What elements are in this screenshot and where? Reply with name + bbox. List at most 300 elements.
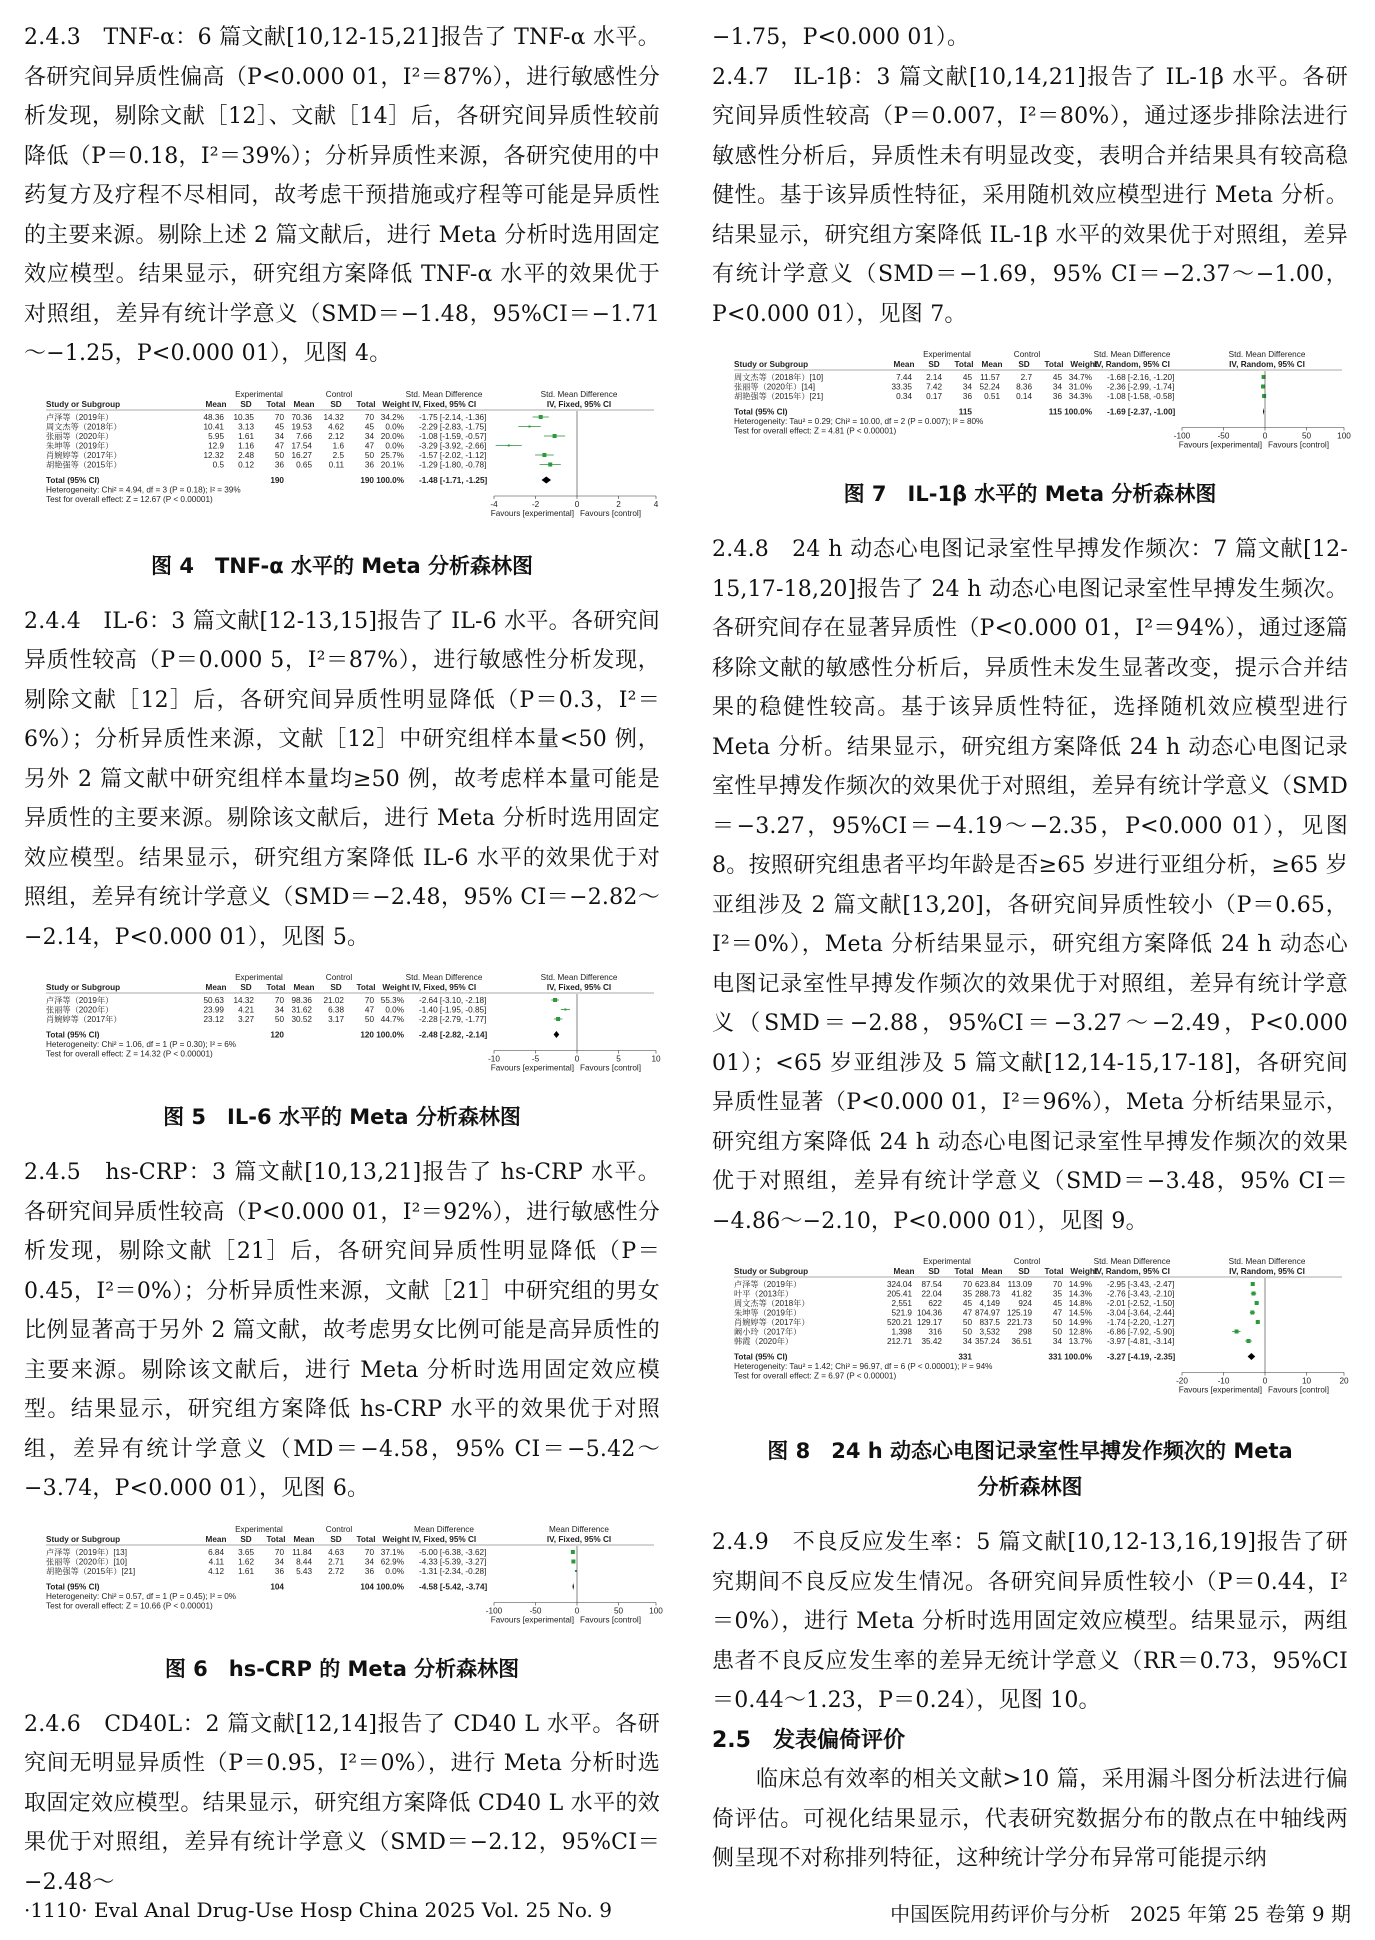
col-ci: IV, Random, 95% CI — [1094, 1267, 1170, 1276]
study-2-cell-5: 36 — [1052, 392, 1062, 401]
study-2-cell-4: 0.14 — [1016, 392, 1032, 401]
study-4-cell-5: 50 — [364, 450, 374, 460]
study-point-0 — [571, 1550, 575, 1554]
col-5: SD — [330, 399, 342, 409]
total-diamond — [573, 1583, 574, 1590]
col-plot-method: IV, Fixed, 95% CI — [546, 1534, 612, 1544]
tick-label-3: 5 — [616, 1054, 621, 1064]
study-1-cell-6: 31.0% — [1068, 382, 1092, 392]
overall-effect-text: Test for overall effect: Z = 14.32 (P < 0.00001) — [46, 1049, 213, 1059]
study-0-cell-4: 4.63 — [328, 1547, 344, 1557]
study-point-3 — [508, 444, 510, 446]
tick-label-0: -20 — [1176, 1376, 1188, 1386]
col-study: Study or Subgroup — [734, 1267, 809, 1276]
header-experimental: Experimental — [235, 1524, 283, 1534]
study-1-cell-3: 288.73 — [974, 1289, 1000, 1299]
study-name-4: 肖婉婷等（2017年） — [46, 450, 122, 460]
study-3-cell-2: 47 — [274, 441, 284, 450]
study-0-cell-5: 70 — [364, 1547, 374, 1557]
tick-label-2: 0 — [574, 1606, 580, 1615]
study-name-2: 胡艳强等（2015年）[21] — [734, 392, 824, 401]
study-0-cell-3: 98.36 — [291, 996, 312, 1005]
study-5-cell-6: 12.8% — [1068, 1327, 1092, 1337]
study-ci-1: -4.33 [-5.39, -3.27] — [419, 1557, 487, 1566]
study-2-cell-3: 4,149 — [979, 1299, 1000, 1308]
study-2-cell-6: 34.3% — [1068, 392, 1092, 401]
study-5-cell-6: 20.1% — [380, 460, 404, 469]
figure-6 — [24, 1523, 663, 1641]
total-label: Total (95% CI) — [734, 1352, 788, 1362]
col-2: SD — [928, 360, 940, 369]
study-1-cell-0: 4.11 — [208, 1557, 224, 1566]
study-point-3 — [1250, 1311, 1254, 1315]
study-4-cell-1: 129.17 — [916, 1318, 942, 1327]
total-diamond — [1263, 408, 1264, 415]
col-ci: IV, Random, 95% CI — [1094, 360, 1170, 369]
study-0-cell-1: 3.65 — [238, 1547, 254, 1557]
forest-plot-fig6 — [24, 1523, 663, 1641]
study-0-cell-6: 37.1% — [380, 1547, 404, 1557]
study-5-cell-3: 0.65 — [296, 460, 312, 469]
study-0-cell-6: 55.3% — [380, 996, 404, 1005]
study-6-cell-6: 13.7% — [1068, 1337, 1092, 1346]
study-name-1: 张丽等（2020年） — [46, 1005, 114, 1015]
study-0-cell-5: 70 — [364, 996, 374, 1005]
total-e: 115 — [958, 407, 972, 417]
study-ci-0: -2.95 [-3.43, -2.47] — [1107, 1280, 1175, 1289]
total-weight: 100.0% — [1064, 1352, 1092, 1362]
study-2-cell-0: 23.12 — [203, 1015, 224, 1024]
study-point-2 — [575, 1570, 577, 1572]
study-1-cell-4: 6.38 — [328, 1005, 344, 1015]
col-study: Study or Subgroup — [46, 983, 121, 992]
study-point-0 — [539, 415, 543, 419]
section-2-5-heading: 2.5 发表偏倚评价 — [712, 1727, 905, 1753]
overall-effect-text: Test for overall effect: Z = 4.81 (P < 0.00001) — [734, 426, 897, 436]
total-label: Total (95% CI) — [46, 1030, 100, 1040]
study-3-cell-0: 521.9 — [891, 1308, 912, 1318]
total-e: 190 — [270, 475, 284, 485]
study-2-cell-1: 3.27 — [238, 1015, 254, 1024]
tick-label-2: 0 — [574, 499, 580, 509]
header-control: Control — [1013, 1257, 1041, 1266]
col-3: Total — [266, 399, 286, 409]
study-2-cell-5: 45 — [1052, 1299, 1062, 1308]
col-plot-method: IV, Random, 95% CI — [1229, 1267, 1305, 1276]
col-1: Mean — [205, 983, 227, 992]
study-2-cell-6: 20.0% — [380, 431, 404, 441]
col-study: Study or Subgroup — [46, 1534, 121, 1544]
study-1-cell-3: 8.44 — [296, 1557, 312, 1566]
study-6-cell-1: 35.42 — [921, 1337, 942, 1346]
section-2-4-6-cont: −1.75，P<0.000 01）。 — [712, 25, 970, 50]
figure-8 — [712, 1255, 1348, 1423]
study-0-cell-3: 70.36 — [291, 412, 312, 422]
col-3: Total — [954, 360, 974, 369]
favours-left: Favours [experimental] — [1178, 1385, 1262, 1395]
header-plot-title: Std. Mean Difference — [1228, 1257, 1306, 1266]
study-0-cell-6: 34.7% — [1068, 373, 1092, 382]
footer-right: 中国医院用药评价与分析 2025 年第 25 卷第 9 期 — [890, 1902, 1351, 1926]
study-ci-5: -1.29 [-1.80, -0.78] — [419, 460, 487, 469]
header-effect: Std. Mean Difference — [1093, 350, 1171, 359]
study-1-cell-4: 41.82 — [1011, 1289, 1032, 1299]
col-7: Weight — [1070, 1267, 1098, 1276]
total-ci: -2.48 [-2.82, -2.14] — [419, 1030, 488, 1040]
study-name-1: 张丽等（2020年）[10] — [46, 1557, 127, 1566]
study-ci-1: -2.36 [-2.99, -1.74] — [1107, 382, 1175, 392]
study-0-cell-2: 70 — [962, 1280, 972, 1289]
tick-label-2: 0 — [1262, 1376, 1268, 1386]
figure-7 — [712, 348, 1351, 466]
col-5: SD — [330, 1534, 342, 1544]
tick-label-1: -10 — [1217, 1376, 1230, 1386]
study-5-cell-0: 0.5 — [212, 460, 224, 469]
heterogeneity-text: Heterogeneity: Chi² = 4.94, df = 3 (P = 0.18); I² = 39% — [46, 485, 241, 494]
study-1-cell-0: 10.41 — [203, 422, 224, 431]
tick-label-1: -2 — [531, 499, 540, 509]
study-ci-2: -1.08 [-1.59, -0.57] — [419, 431, 487, 441]
study-ci-3: -3.29 [-3.92, -2.66] — [419, 441, 487, 450]
study-1-cell-1: 7.42 — [926, 382, 942, 392]
heterogeneity-text: Heterogeneity: Chi² = 0.57, df = 1 (P = 0.45); I² = 0% — [46, 1591, 237, 1601]
header-control: Control — [1013, 350, 1041, 359]
study-name-0: 卢泽等（2019年） — [46, 412, 114, 422]
col-3: Total — [266, 983, 286, 992]
study-3-cell-5: 47 — [1052, 1308, 1062, 1318]
col-5: SD — [1018, 1267, 1030, 1276]
study-3-cell-6: 14.5% — [1068, 1308, 1092, 1318]
study-4-cell-4: 2.5 — [332, 450, 344, 460]
study-1-cell-5: 47 — [364, 1005, 374, 1015]
study-point-1 — [1261, 385, 1265, 389]
study-1-cell-0: 23.99 — [203, 1005, 224, 1015]
study-name-1: 叶平（2013年） — [734, 1289, 794, 1299]
footer-left: ·1110· Eval Anal Drug-Use Hosp China 2025 Vol. 25 No. 9 — [24, 1898, 612, 1922]
study-4-cell-0: 12.32 — [203, 450, 224, 460]
study-1-cell-2: 35 — [962, 1289, 972, 1299]
study-6-cell-0: 212.71 — [886, 1337, 912, 1346]
study-2-cell-0: 5.95 — [208, 431, 224, 441]
study-0-cell-1: 14.32 — [233, 996, 254, 1005]
section-2-4-9: 2.4.9 不良反应发生率：5 篇文献[10,12-13,16,19]报告了研究期间不良反应发生情况。各研究间异质性较小（P＝0.44，I²＝0%），进行 Meta 分析时选用固定效应模型。结果显示，两组患者不良反应发生率的差异无统计学意义（RR＝0.73，95%CI＝0.44～1.23，P＝0.24），见图 10。 — [712, 1530, 1348, 1713]
study-0-cell-0: 324.04 — [886, 1280, 912, 1289]
study-4-cell-6: 25.7% — [380, 450, 404, 460]
section-2-4-5: 2.4.5 hs-CRP：3 篇文献[10,13,21]报告了 hs-CRP 水平。各研究间异质性较高（P<0.000 01，I²＝92%），进行敏感性分析发现，剔除文献［21］后，各研究间异质性明显降低（P＝0.45，I²＝0%）；分析异质性来源，文献［21］中研究组的男女比例显著高于另外 2 篇文献，故考虑男女比例可能是高异质性的主要来源。剔除该文献后，进行 Meta 分析时选用固定效应模型。结果显示，研究组方案降低 hs-CRP 水平的效果优于对照组，差异有统计学意义（MD＝−4.58，95% CI＝−5.42～−3.74，P<0.000 01），见图 6。 — [24, 1160, 660, 1501]
figure-5 — [24, 971, 660, 1089]
col-study: Study or Subgroup — [46, 399, 121, 409]
study-point-1 — [528, 425, 530, 427]
section-2-4-3: 2.4.3 TNF-α：6 篇文献[10,12-15,21]报告了 TNF-α 水平。各研究间异质性偏高（P<0.000 01，I²＝87%），进行敏感性分析发现，剔除文献［12］、文献［14］后，各研究间异质性较前降低（P＝0.18，I²＝39%）；分析异质性来源，各研究使用的中药复方及疗程不尽相同，故考虑干预措施或疗程等可能是异质性的主要来源。剔除上述 2 篇文献后，进行 Meta 分析时选用固定效应模型。结果显示，研究组方案降低 TNF-α 水平的效果优于对照组，差异有统计学意义（SMD＝−1.48，95%CI＝−1.71～−1.25，P<0.000 01），见图 4。 — [24, 25, 660, 366]
study-2-cell-3: 30.52 — [291, 1015, 312, 1024]
study-1-cell-0: 205.41 — [886, 1289, 912, 1299]
study-1-cell-2: 45 — [274, 422, 284, 431]
col-3: Total — [266, 1534, 286, 1544]
col-ci: IV, Fixed, 95% CI — [411, 1534, 477, 1544]
study-2-cell-2: 36 — [962, 392, 972, 401]
study-2-cell-1: 1.61 — [238, 431, 254, 441]
tick-label-1: -50 — [529, 1606, 542, 1615]
study-0-cell-2: 45 — [962, 373, 972, 382]
tick-label-4: 20 — [1339, 1376, 1349, 1386]
study-0-cell-4: 113.09 — [1007, 1280, 1032, 1289]
header-effect: Std. Mean Difference — [405, 389, 483, 399]
total-e: 104 — [270, 1582, 284, 1591]
study-2-cell-2: 50 — [274, 1015, 284, 1024]
heterogeneity-text: Heterogeneity: Tau² = 0.29; Chi² = 10.00, df = 2 (P = 0.007); I² = 80% — [734, 417, 984, 426]
figure-6-caption: 图 6 hs-CRP 的 Meta 分析森林图 — [164, 1656, 520, 1681]
study-5-cell-5: 50 — [1052, 1327, 1062, 1337]
col-2: SD — [928, 1267, 940, 1276]
col-6: Total — [1044, 360, 1064, 369]
figure-5-caption: 图 5 IL-6 水平的 Meta 分析森林图 — [163, 1105, 521, 1129]
study-2-cell-4: 3.17 — [328, 1015, 344, 1024]
favours-right: Favours [control] — [580, 508, 641, 518]
tick-label-4: 100 — [1337, 431, 1351, 441]
col-1: Mean — [205, 399, 227, 409]
study-point-4 — [1256, 1320, 1260, 1324]
col-3: Total — [954, 1267, 974, 1276]
study-5-cell-2: 50 — [962, 1327, 972, 1337]
study-ci-2: -1.08 [-1.58, -0.58] — [1107, 392, 1175, 401]
study-3-cell-1: 1.16 — [238, 441, 254, 450]
study-3-cell-6: 0.0% — [385, 441, 404, 450]
study-ci-1: -2.29 [-2.83, -1.75] — [419, 422, 487, 431]
study-name-5: 阚小玲（2017年） — [734, 1327, 802, 1337]
study-1-cell-4: 4.62 — [328, 422, 344, 431]
study-6-cell-3: 357.24 — [974, 1337, 1000, 1346]
favours-right: Favours [control] — [580, 1063, 641, 1073]
favours-left: Favours [experimental] — [490, 1063, 574, 1073]
study-ci-2: -1.31 [-2.34, -0.28] — [419, 1566, 487, 1576]
study-3-cell-4: 125.19 — [1006, 1308, 1032, 1318]
study-6-cell-4: 36.51 — [1011, 1337, 1032, 1346]
study-ci-0: -1.68 [-2.16, -1.20] — [1107, 373, 1175, 382]
study-5-cell-0: 1,398 — [891, 1327, 912, 1337]
total-weight: 100.0% — [1064, 407, 1092, 417]
favours-right: Favours [control] — [580, 1615, 641, 1624]
study-name-3: 朱坤等（2019年） — [46, 441, 114, 450]
study-name-2: 周文杰等（2018年） — [734, 1299, 810, 1308]
study-ci-6: -3.97 [-4.81, -3.14] — [1107, 1337, 1175, 1346]
col-2: SD — [240, 399, 252, 409]
study-2-cell-6: 0.0% — [385, 1566, 404, 1576]
study-1-cell-0: 33.35 — [891, 382, 912, 392]
study-4-cell-4: 221.73 — [1006, 1318, 1032, 1327]
favours-right: Favours [control] — [1268, 1385, 1329, 1395]
col-7: Weight — [382, 983, 410, 992]
study-2-cell-2: 36 — [274, 1566, 284, 1576]
study-name-0: 卢泽等（2019年） — [46, 996, 114, 1005]
col-plot-method: IV, Random, 95% CI — [1229, 360, 1305, 369]
study-1-cell-5: 34 — [1052, 382, 1062, 392]
forest-plot-fig8 — [712, 1255, 1348, 1423]
study-1-cell-2: 34 — [962, 382, 972, 392]
col-1: Mean — [893, 1267, 915, 1276]
overall-effect-text: Test for overall effect: Z = 12.67 (P < 0.00001) — [46, 494, 213, 504]
study-4-cell-3: 837.5 — [979, 1318, 1000, 1327]
study-1-cell-5: 34 — [364, 1557, 374, 1566]
col-7: Weight — [382, 1534, 410, 1544]
header-effect: Mean Difference — [414, 1524, 474, 1534]
study-point-2 — [1255, 1301, 1259, 1305]
study-1-cell-2: 34 — [274, 1005, 284, 1015]
study-1-cell-5: 35 — [1052, 1289, 1062, 1299]
study-4-cell-2: 50 — [962, 1318, 972, 1327]
study-3-cell-3: 874.97 — [974, 1308, 1000, 1318]
col-4: Mean — [293, 983, 315, 992]
tick-label-4: 4 — [653, 499, 659, 509]
section-2-5-body: 临床总有效率的相关文献>10 篇，采用漏斗图分析法进行偏倚评估。可视化结果显示，代表研究数据分布的散点在中轴线两侧呈现不对称排列特征，这种统计学分布异常可能提示纳 — [712, 1767, 1348, 1871]
header-control: Control — [325, 1524, 353, 1534]
study-5-cell-3: 3,532 — [979, 1327, 1000, 1337]
total-diamond — [1248, 1353, 1256, 1360]
study-name-2: 胡艳强等（2015年）[21] — [46, 1566, 136, 1576]
tick-label-0: -4 — [490, 499, 498, 509]
col-6: Total — [1044, 1267, 1064, 1276]
col-5: SD — [1018, 360, 1030, 369]
tick-label-3: 50 — [613, 1606, 624, 1615]
study-name-2: 张丽等（2020年） — [46, 431, 114, 441]
col-1: Mean — [205, 1534, 227, 1544]
tick-label-0: -10 — [488, 1054, 500, 1064]
study-1-cell-4: 8.36 — [1016, 382, 1032, 392]
col-6: Total — [356, 399, 376, 409]
overall-effect-text: Test for overall effect: Z = 6.97 (P < 0.00001) — [734, 1371, 897, 1381]
study-2-cell-4: 2.12 — [328, 431, 344, 441]
figure-4-caption: 图 4 TNF-α 水平的 Meta 分析森林图 — [151, 553, 533, 578]
study-0-cell-3: 11.84 — [292, 1547, 312, 1557]
study-1-cell-1: 22.04 — [921, 1289, 942, 1299]
header-control: Control — [325, 389, 353, 399]
study-2-cell-5: 34 — [364, 431, 374, 441]
total-ci: -4.58 [-5.42, -3.74] — [419, 1582, 488, 1591]
study-name-0: 卢泽等（2019年）[13] — [46, 1547, 127, 1557]
study-0-cell-5: 45 — [1052, 373, 1062, 382]
study-ci-3: -3.04 [-3.64, -2.44] — [1107, 1308, 1175, 1318]
tick-label-2: 0 — [574, 1054, 580, 1064]
col-1: Mean — [893, 360, 915, 369]
study-1-cell-3: 19.53 — [291, 422, 312, 431]
study-2-cell-5: 50 — [364, 1015, 374, 1024]
study-name-1: 周文杰等（2018年） — [46, 422, 122, 431]
section-2-4-7: 2.4.7 IL-1β：3 篇文献[10,14,21]报告了 IL-1β 水平。各研究间异质性较高（P＝0.007，I²＝80%），通过逐步排除法进行敏感性分析后，异质性未有明显改变，表明合并结果具有较高稳健性。基于该异质性特征，采用随机效应模型进行 Meta 分析。结果显示，研究组方案降低 IL-1β 水平的效果优于对照组，差异有统计学意义（SMD＝−1.69，95% CI＝−2.37～−1.00，P<0.000 01），见图 7。 — [712, 64, 1348, 327]
section-2-4-4: 2.4.4 IL-6：3 篇文献[12-13,15]报告了 IL-6 水平。各研究间异质性较高（P＝0.000 5，I²＝87%），进行敏感性分析发现，剔除文献［12］后，各研究间异质性明显降低（P＝0.3，I²＝6%）；分析异质性来源，文献［12］中研究组样本量<50 例，另外 2 篇文献中研究组样本量均≥50 例，故考虑样本量可能是异质性的主要来源。剔除该文献后，进行 Meta 分析时选用固定效应模型。结果显示，研究组方案降低 IL-6 水平的效果优于对照组，差异有统计学意义（SMD＝−2.48，95% CI＝−2.82～−2.14，P<0.000 01），见图 5。 — [24, 608, 660, 950]
study-0-cell-6: 14.9% — [1068, 1280, 1092, 1289]
study-2-cell-3: 0.51 — [984, 392, 1000, 401]
tick-label-4: 10 — [651, 1054, 661, 1064]
study-2-cell-1: 0.17 — [926, 392, 942, 401]
study-5-cell-1: 316 — [928, 1327, 942, 1337]
tick-label-3: 10 — [1301, 1376, 1312, 1386]
study-name-5: 胡艳强等（2015年） — [46, 460, 122, 469]
study-2-cell-3: 5.43 — [296, 1566, 312, 1576]
study-5-cell-4: 0.11 — [328, 460, 344, 469]
study-3-cell-4: 1.6 — [332, 441, 344, 450]
study-2-cell-5: 36 — [364, 1566, 374, 1576]
study-1-cell-6: 62.9% — [380, 1557, 404, 1566]
study-name-0: 周文杰等（2018年）[10] — [734, 373, 824, 382]
study-name-4: 肖婉婷等（2017年） — [734, 1318, 810, 1327]
study-ci-2: -2.28 [-2.79, -1.77] — [419, 1015, 487, 1024]
overall-effect-text: Test for overall effect: Z = 10.66 (P < 0.00001) — [46, 1601, 213, 1610]
study-6-cell-5: 34 — [1052, 1337, 1062, 1346]
study-2-cell-0: 0.34 — [896, 392, 912, 401]
total-ci: -1.69 [-2.37, -1.00] — [1107, 407, 1176, 417]
header-plot-title: Std. Mean Difference — [540, 973, 618, 982]
study-2-cell-2: 34 — [274, 431, 284, 441]
total-label: Total (95% CI) — [46, 475, 100, 485]
col-6: Total — [356, 983, 376, 992]
study-name-3: 朱坤等（2019年） — [734, 1308, 802, 1318]
study-0-cell-0: 7.44 — [896, 373, 912, 382]
study-ci-5: -6.86 [-7.92, -5.90] — [1107, 1327, 1175, 1337]
col-plot-method: IV, Fixed, 95% CI — [546, 983, 612, 992]
favours-right: Favours [control] — [1268, 440, 1329, 450]
col-7: Weight — [1070, 360, 1098, 369]
figure-8-caption-line2: 分析森林图 — [977, 1475, 1083, 1499]
tick-label-1: -50 — [1217, 431, 1230, 441]
study-4-cell-1: 2.48 — [238, 450, 254, 460]
study-3-cell-5: 47 — [364, 441, 374, 450]
study-ci-4: -1.57 [-2.02, -1.12] — [419, 450, 487, 460]
figure-8-caption — [712, 1433, 1348, 1505]
study-4-cell-6: 14.9% — [1068, 1318, 1092, 1327]
study-0-cell-0: 6.84 — [208, 1547, 224, 1557]
study-0-cell-1: 87.54 — [921, 1280, 942, 1289]
study-4-cell-3: 16.27 — [291, 450, 312, 460]
header-effect: Std. Mean Difference — [1093, 1257, 1171, 1266]
total-weight: 100.0% — [376, 1582, 404, 1591]
tick-label-2: 0 — [1262, 431, 1268, 441]
total-e: 331 — [958, 1352, 972, 1362]
study-1-cell-6: 0.0% — [385, 1005, 404, 1015]
study-5-cell-2: 36 — [274, 460, 284, 469]
study-0-cell-2: 70 — [274, 996, 284, 1005]
figure-7-caption: 图 7 IL-1β 水平的 Meta 分析森林图 — [843, 482, 1217, 506]
col-6: Total — [356, 1534, 376, 1544]
header-plot-title: Std. Mean Difference — [540, 389, 618, 399]
study-1-cell-3: 31.62 — [291, 1005, 312, 1015]
study-2-cell-6: 44.7% — [380, 1015, 404, 1024]
col-ci: IV, Fixed, 95% CI — [411, 983, 477, 992]
study-2-cell-0: 4.12 — [208, 1566, 224, 1576]
total-label: Total (95% CI) — [734, 407, 788, 417]
total-ci: -1.48 [-1.71, -1.25] — [419, 475, 488, 485]
col-2: SD — [240, 1534, 252, 1544]
total-c: 190 — [360, 475, 374, 485]
study-point-6 — [1247, 1339, 1251, 1343]
tick-label-1: -5 — [531, 1054, 540, 1064]
total-ci: -3.27 [-4.19, -2.35] — [1107, 1352, 1176, 1362]
study-0-cell-5: 70 — [364, 412, 374, 422]
study-ci-2: -2.01 [-2.52, -1.50] — [1107, 1299, 1175, 1308]
header-effect: Std. Mean Difference — [405, 973, 483, 982]
favours-left: Favours [experimental] — [490, 508, 574, 518]
study-name-6: 韩霞（2020年） — [734, 1337, 794, 1346]
study-ci-0: -1.75 [-2.14, -1.36] — [419, 412, 487, 422]
total-diamond — [554, 1031, 560, 1038]
col-4: Mean — [293, 399, 315, 409]
tick-label-0: -100 — [1173, 431, 1191, 441]
study-point-2 — [1262, 394, 1266, 398]
figure-4 — [24, 388, 660, 538]
study-name-1: 张丽等（2020年）[14] — [734, 382, 815, 392]
header-control: Control — [325, 973, 353, 982]
right-column — [712, 18, 1351, 1879]
study-3-cell-2: 47 — [962, 1308, 972, 1318]
total-label: Total (95% CI) — [46, 1582, 100, 1591]
